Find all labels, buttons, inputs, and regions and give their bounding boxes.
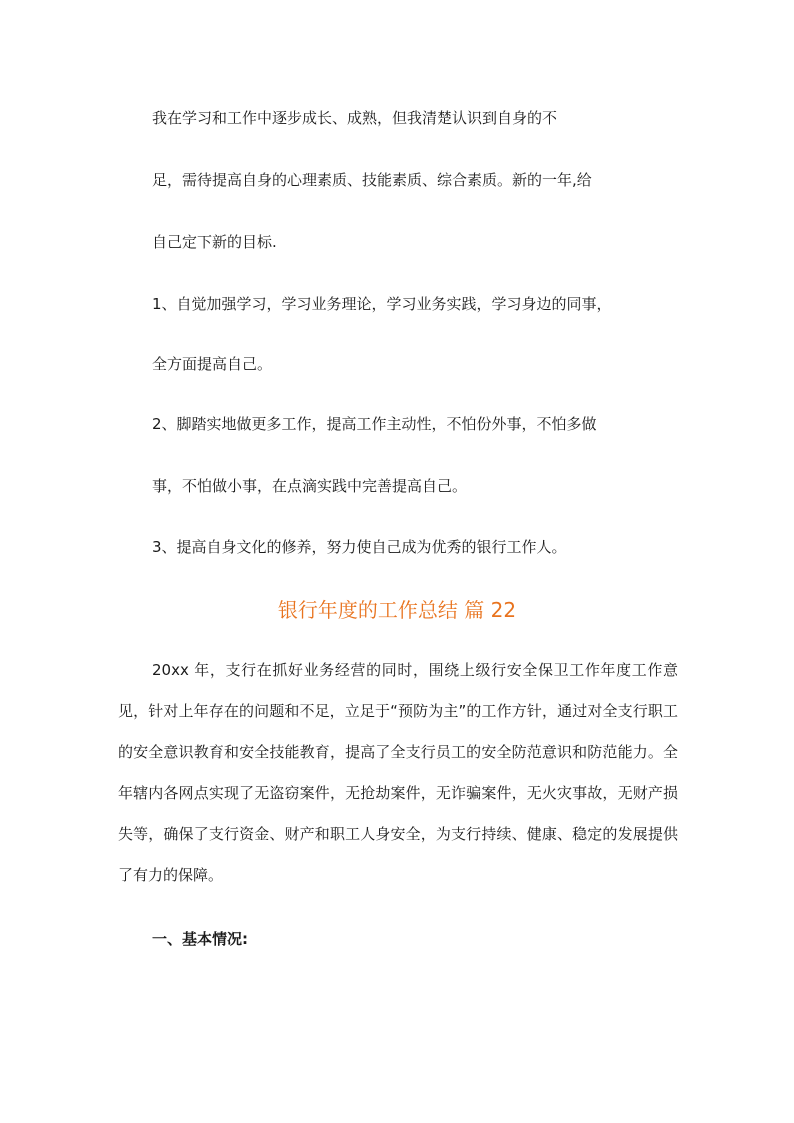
intro-line: 我在学习和工作中逐步成长、成熟，但我清楚认识到自身的不 [152, 109, 558, 127]
goal-item-1: 1、自觉加强学习，学习业务理论，学习业务实践，学习身边的同事， [152, 295, 612, 313]
summary-paragraph: 20xx 年，支行在抓好业务经营的同时，围绕上级行安全保卫工作年度工作意见，针对上年存在的问题和不足，立足于“预防为主”的工作方针，通过对全支行职工的安全意识教育和安全技能教育，提高了全支行员工的安全防范意识和防范能力。全年辖内各网点实现了无盗窃案件，无抢劫案件，无诈骗案件，无火灾事故，无财产损失等，确保了支行资金、财产和职工人身安全，为支行持续、健康、稳定的发展提供了有力的保障。 [118, 661, 678, 884]
intro-line: 足，需待提高自身的心理素质、技能素质、综合素质。新的一年,给 [152, 171, 592, 189]
intro-line: 事，不怕做小事，在点滴实践中完善提高自己。 [152, 477, 468, 495]
goal-item-3: 3、提高自身文化的修养，努力使自己成为优秀的银行工作人。 [152, 538, 567, 556]
subheading-basic-situation: 一、基本情况: [152, 930, 248, 948]
intro-line: 自己定下新的目标. [152, 233, 277, 251]
goal-item-2: 2、脚踏实地做更多工作，提高工作主动性，不怕份外事，不怕多做 [152, 415, 597, 433]
intro-line: 全方面提高自己。 [152, 355, 273, 373]
section-title: 银行年度的工作总结 篇 22 [277, 598, 517, 622]
